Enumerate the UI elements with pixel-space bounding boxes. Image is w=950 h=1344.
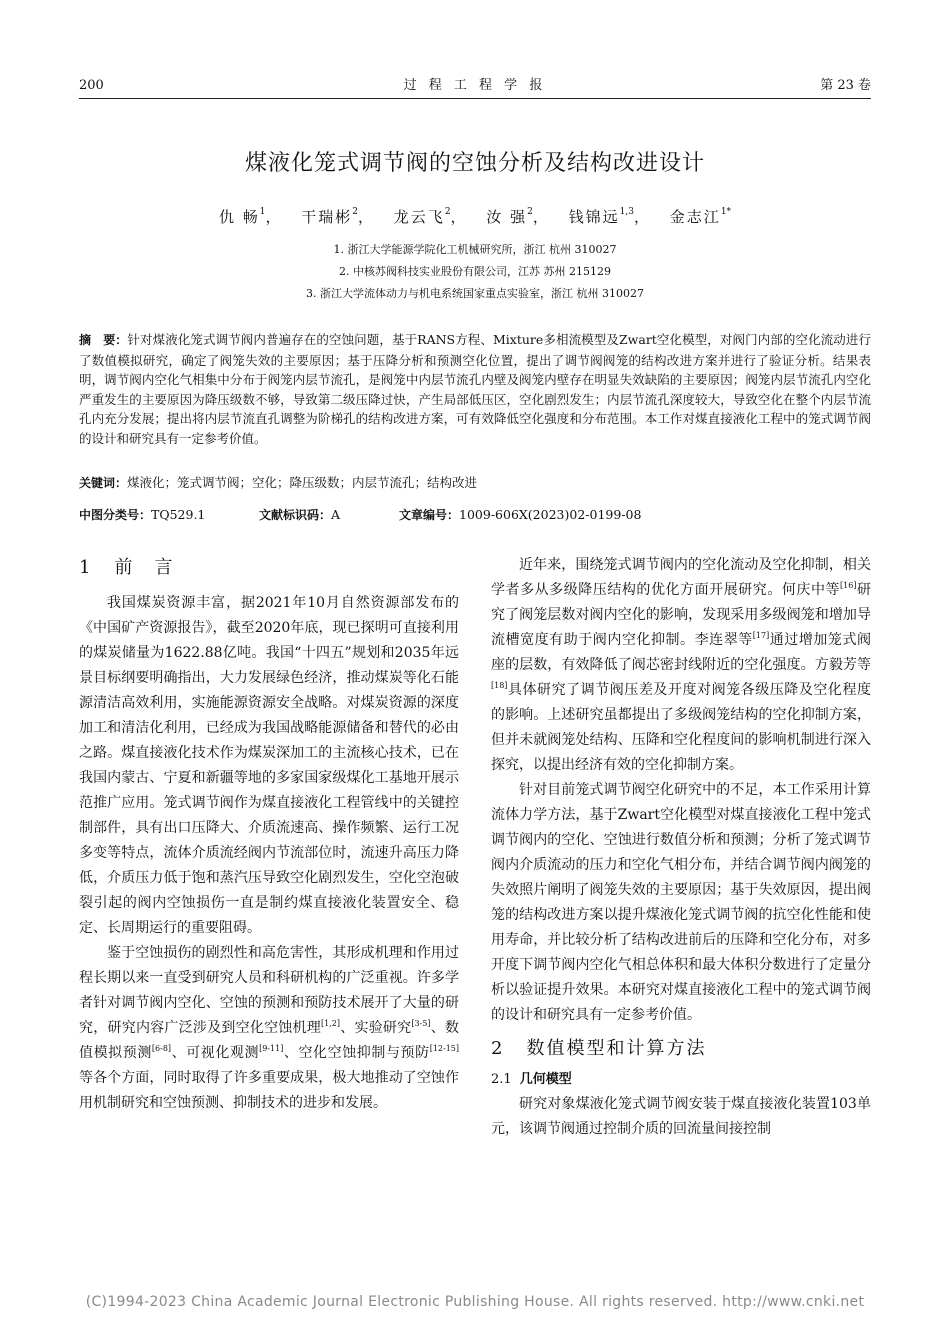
doc-code-value: A <box>331 507 341 522</box>
abstract-text: 针对煤液化笼式调节阀内普遍存在的空蚀问题，基于RANS方程、Mixture多相流模型及Zwart空化模型，对阀门内部的空化流动进行了数值模拟研究，确定了阀笼失效的主要原因；基于压降分析和预测空化位置，提出了调节阀阀笼的结构改进方案并进行了验证分析。结果表明，调节阀内空化气相集中分布于阀笼内层节流孔，是阀笼中内层节流孔内壁及阀笼内壁存在明显失效缺陷的主要原因；阀笼内层节流孔内空化严重发生的主要原因为降压级数不够，导致第二级压降过快，产生局部低压区，空化剧烈发生；内层节流孔深度较大，导致空化在整个内层节流孔内充分发展；提出将内层节流直孔调整为阶梯孔的结构改进方案，可有效降低空化强度和分布范围。本工作对煤直接液化工程中的笼式调节阀的设计和研究具有一定参考价值。 <box>79 332 871 446</box>
article-title: 煤液化笼式调节阀的空蚀分析及结构改进设计 <box>244 151 705 176</box>
running-header <box>79 76 871 99</box>
citation[interactable]: [1,2] <box>321 1019 340 1028</box>
article-number-value: 1009-606X(2023)02-0199-08 <box>459 507 642 522</box>
paragraph: 鉴于空蚀损伤的剧烈性和高危害性，其形成机理和作用过程长期以来一直受到研究人员和科研机构的广泛重视。许多学者针对调节阀内空化、空蚀的预测和预防技术展开了大量的研究，研究内容广泛涉及到空化空蚀机理[1,2]、实验研究[3-5]、数值模拟预测[6-8]、可视化观测[9-11]、空化空蚀抑制与预防[12-15]等各个方面，同时取得了许多重要成果，极大地推动了空蚀作用机制研究和空蚀预测、抑制技术的进步和发展。 <box>79 945 460 1111</box>
subsection-heading: 2.1 几何模型 <box>491 1072 572 1087</box>
citation[interactable]: [3-5] <box>411 1019 431 1028</box>
author: 汝 强$^2$ <box>486 207 533 226</box>
clc-value: TQ529.1 <box>151 507 206 522</box>
author: 金志江$^{1*}$ <box>669 207 732 226</box>
paragraph: 我国煤炭资源丰富，据2021年10月自然资源部发布的《中国矿产资源报告》，截至2020年底，现已探明可直接利用的煤炭储量为1622.88亿吨。我国“十四五”规划和2035年远景目标纲要明确指出，大力发展绿色经济，推动煤炭等化石能源清洁高效利用，实施能源资源安全战略。对煤炭资源的深度加工和清洁化利用，已经成为我国战略能源储备和替代的必由之路。煤直接液化技术作为煤炭深加工的主流核心技术，已在我国内蒙古、宁夏和新疆等地的多家国家级煤化工基地开展示范推广应用。笼式调节阀作为煤直接液化工程管线中的关键控制部件，具有出口压降大、介质流速高、操作频繁、运行工况多变等特点，流体介质流经阀内节流部位时，流速升高压力降低，介质压力低于饱和蒸汽压导致空化剧烈发生，空化空泡破裂引起的阀内空蚀损伤一直是制约煤直接液化装置安全、稳定、长周期运行的重要阻碍。 <box>79 595 459 936</box>
affiliation: 1. 浙江大学能源学院化工机械研究所，浙江 杭州 310027 <box>333 243 617 256</box>
section-heading: 1 前 言 <box>79 557 175 578</box>
right-column <box>491 553 871 1142</box>
paragraph: 近年来，围绕笼式调节阀内的空化流动及空化抑制，相关学者多从多级降压结构的优化方面开展研究。何庆中等[16]研究了阀笼层数对阀内空化的影响，发现采用多级阀笼和增加导流槽宽度有助于阀内空化抑制。李连翠等[17]通过增加笼式阀座的层数，有效降低了阀芯密封线附近的空化强度。方毅芳等[18]具体研究了调节阀压差及开度对阀笼各级压降及空化程度的影响。上述研究虽都提出了多级阀笼结构的空化抑制方案，但并未就阀笼处结构、压降和空化程度间的影响机制进行深入探究，以提出经济有效的空化抑制方案。 <box>491 557 872 773</box>
citation[interactable]: [16] <box>840 581 857 590</box>
citation[interactable]: [6-8] <box>151 1044 172 1053</box>
keywords <box>79 473 871 493</box>
keywords-label: 关键词： <box>79 476 128 490</box>
copyright-footer: (C)1994-2023 China Academic Journal Electronic Publishing House. All rights reserved. http://www.cnki.net <box>85 1294 865 1310</box>
citation[interactable]: [12-15] <box>429 1044 460 1053</box>
keywords-text: 煤液化；笼式调节阀；空化；降压级数；内层节流孔；结构改进 <box>127 475 478 490</box>
paragraph: 针对目前笼式调节阀空化研究中的不足，本工作采用计算流体力学方法，基于Zwart空化模型对煤直接液化工程中笼式调节阀内的空化、空蚀进行数值分析和预测；分析了笼式调节阀内介质流动的压力和空化气相分布，并结合调节阀内阀笼的失效照片阐明了阀笼失效的主要原因；基于失效原因，提出阀笼的结构改进方案以提升煤液化笼式调节阀的抗空化性能和使用寿命，并比较分析了结构改进前后的压降和空化分布，对多开度下调节阀内空化气相总体积和最大体积分数进行了定量分析以验证提升效果。本研究对煤直接液化工程中的笼式调节阀的设计和研究具有一定参考价值。 <box>491 782 871 1023</box>
citation[interactable]: [9-11] <box>259 1044 284 1053</box>
left-column <box>79 553 459 1116</box>
author: 干瑞彬$^2$ <box>301 207 358 226</box>
doc-code-label: 文献标识码： <box>259 508 332 522</box>
abstract-label: 摘 要： <box>79 333 128 347</box>
author: 仇 畅$^1$ <box>218 207 266 226</box>
paragraph: 研究对象煤液化笼式调节阀安装于煤直接液化装置103单元，该调节阀通过控制介质的回流量间接控制 <box>491 1096 871 1137</box>
author: 龙云飞$^2$ <box>393 207 451 226</box>
author: 钱锦远$^{1,3}$ <box>568 207 634 226</box>
abstract <box>79 330 871 448</box>
classification-line <box>79 505 871 525</box>
clc-label: 中图分类号： <box>79 508 152 522</box>
page-number: 200 <box>79 78 104 93</box>
citation[interactable]: [17] <box>752 631 770 640</box>
journal-name: 过 程 工 程 学 报 <box>403 78 547 93</box>
author-list: 仇 畅$^1$， 干瑞彬$^2$， 龙云飞$^2$， 汝 强$^2$， 钱锦远$^{1,3}$， 金志江$^{1*}$ <box>218 207 732 226</box>
affiliation: 2. 中核苏阀科技实业股份有限公司，江苏 苏州 215129 <box>339 265 611 278</box>
citation[interactable]: [18] <box>491 681 508 690</box>
section-heading: 2 数值模型和计算方法 <box>491 1038 707 1059</box>
affiliation: 3. 浙江大学流体动力与机电系统国家重点实验室，浙江 杭州 310027 <box>306 287 644 300</box>
volume-label: 第 23 卷 <box>820 78 871 93</box>
article-number-label: 文章编号： <box>399 508 460 522</box>
